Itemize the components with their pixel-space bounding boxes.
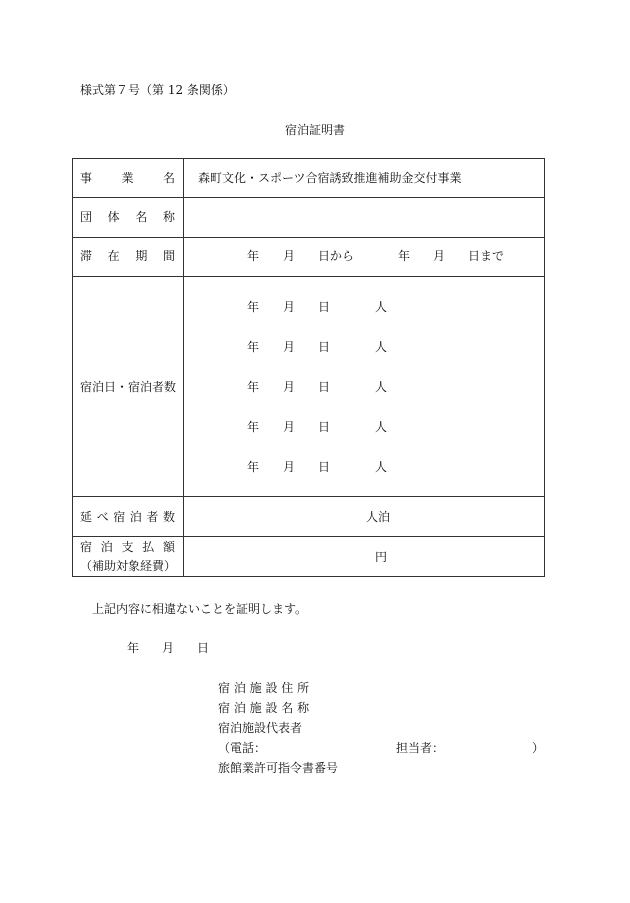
label-char: 名 (162, 171, 175, 185)
label-char: べ (96, 510, 109, 524)
period-day-until: 日まで (468, 249, 505, 263)
stay-year: 年 (247, 340, 260, 354)
label-char: 泊 (129, 510, 142, 524)
stay-day: 日 (318, 300, 331, 314)
form-number: 様式第７号（第 12 条関係） (80, 83, 235, 97)
cert-year: 年 (127, 641, 140, 655)
stay-year: 年 (247, 420, 260, 434)
label-char: 団 (80, 210, 93, 224)
label-char: 宿 (113, 510, 126, 524)
label-char: 額 (162, 540, 175, 554)
page-title: 宿泊証明書 (285, 123, 346, 137)
label-char: 延 (80, 510, 93, 524)
stay-people: 人 (375, 300, 388, 314)
payment-unit[interactable]: 円 (375, 550, 388, 564)
label-char: 名 (135, 210, 148, 224)
facility-address-label: 宿 泊 施 設 住 所 (218, 681, 310, 695)
period-month-until: 月 (433, 249, 446, 263)
label-char: 滞 (80, 249, 93, 263)
label-char: 業 (121, 171, 134, 185)
stay-period-label (80, 250, 175, 262)
period-day-from: 日から (318, 249, 355, 263)
facility-license-label: 旅館業許可指令書番号 (218, 761, 339, 775)
certification-statement: 上記内容に相違ないことを証明します。 (92, 602, 308, 616)
total-nights-label (80, 511, 175, 523)
period-year-until: 年 (398, 249, 411, 263)
stay-dates-label: 宿泊日・宿泊者数 (80, 380, 177, 394)
payment-label (80, 541, 175, 553)
stay-month: 月 (283, 340, 296, 354)
stay-day: 日 (318, 420, 331, 434)
stay-month: 月 (283, 300, 296, 314)
stay-people: 人 (375, 460, 388, 474)
facility-name-label: 宿 泊 施 設 名 称 (218, 701, 310, 715)
group-name-label (80, 211, 175, 223)
stay-year: 年 (247, 380, 260, 394)
label-char: 間 (162, 249, 175, 263)
period-month-from: 月 (283, 249, 296, 263)
facility-close-paren: ） (532, 741, 545, 755)
label-char: 支 (121, 540, 134, 554)
cert-day: 日 (197, 641, 210, 655)
label-char: 払 (142, 540, 155, 554)
label-char: 宿 (80, 540, 93, 554)
stay-month: 月 (283, 460, 296, 474)
stay-year: 年 (247, 300, 260, 314)
facility-staff-label: 担当者： (396, 741, 445, 755)
total-nights-unit[interactable]: 人泊 (366, 510, 391, 524)
label-char: 者 (146, 510, 159, 524)
label-char: 在 (107, 249, 120, 263)
period-year-from: 年 (247, 249, 260, 263)
stay-day: 日 (318, 380, 331, 394)
cert-month: 月 (162, 641, 175, 655)
label-char: 称 (162, 210, 175, 224)
stay-people: 人 (375, 380, 388, 394)
facility-phone-label: （電話： (218, 741, 267, 755)
label-char: 数 (162, 510, 175, 524)
facility-representative-label: 宿泊施設代表者 (218, 721, 303, 735)
payment-sub-label: （補助対象経費） (79, 559, 176, 573)
label-char: 泊 (100, 540, 113, 554)
stay-month: 月 (283, 380, 296, 394)
stay-people: 人 (375, 420, 388, 434)
stay-people: 人 (375, 340, 388, 354)
stay-day: 日 (318, 460, 331, 474)
stay-year: 年 (247, 460, 260, 474)
label-char: 事 (80, 171, 93, 185)
project-name-value: 森町文化・スポーツ合宿誘致推進補助金交付事業 (198, 171, 462, 185)
label-char: 体 (107, 210, 120, 224)
stay-month: 月 (283, 420, 296, 434)
project-name-label (80, 172, 175, 184)
stay-day: 日 (318, 340, 331, 354)
label-char: 期 (135, 249, 148, 263)
